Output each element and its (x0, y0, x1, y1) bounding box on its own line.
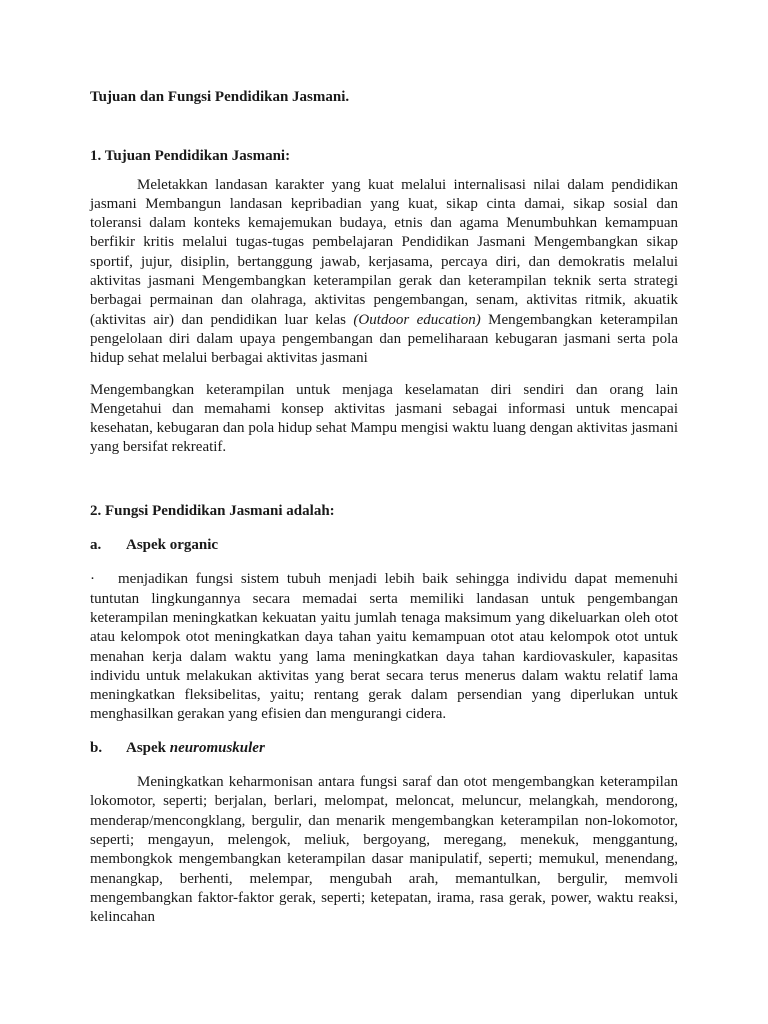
aspect-b-heading (90, 739, 678, 758)
aspect-b-letter: b. (90, 739, 103, 756)
outdoor-education-term: (Outdoor education) (353, 311, 481, 328)
paragraph-text-continued: Mengembangkan keterampilan pengelolaan diri dalam upaya pengembangan dan pemeliharaan kebugaran jasmani serta pola hidup sehat melalui berbagai aktivitas jasmani (90, 311, 678, 367)
aspect-a-label: Aspek organic (126, 537, 219, 554)
document-page (90, 88, 678, 927)
bullet-marker: · (90, 571, 95, 588)
aspect-a-letter: a. (90, 537, 102, 554)
aspect-a-text: menjadikan fungsi sistem tubuh menjadi lebih baik sehingga individu dapat memenuhi tuntutan lingkungannya secara memadai serta memiliki landasan untuk pengembangan keterampilan meningkatkan kekuatan yaitu jumlah tenaga maksimum yang dikeluarkan oleh otot atau kelompok otot meningkatkan daya tahan yaitu kemampuan otot atau kelompok otot untuk menahan kerja dalam waktu yang lama meningkatkan daya tahan kardiovaskuler, kapasitas individu untuk melakukan aktivitas yang berat secara terus menerus dalam waktu relatif lama meningkatkan fleksibelitas, yaitu; rentang gerak dalam persendian yang diperlukan untuk menghasilkan gerakan yang efisien dan mengurangi cidera. (90, 571, 678, 723)
paragraph-text: Meletakkan landasan karakter yang kuat melalui internalisasi nilai dalam pendidikan jasmani Membangun landasan kepribadian yang kuat, sikap cinta damai, sikap sosial dan toleransi dalam konteks kemajemukan budaya, etnis dan agama Menumbuhkan kemampuan berfikir kritis melalui tugas-tugas pembelajaran Pendidikan Jasmani Mengembangkan sikap sportif, jujur, disiplin, bertanggung jawab, kerjasama, percaya diri, dan demokratis melalui aktivitas jasmani Mengembangkan keterampilan gerak dan keterampilan teknik serta strategi berbagai permainan dan olahraga, aktivitas pengembangan, senam, aktivitas ritmik, akuatik (aktivitas air) dan pendidikan luar kelas (90, 176, 678, 328)
aspect-a-heading (90, 536, 678, 555)
document-title: Tujuan dan Fungsi Pendidikan Jasmani. (90, 89, 350, 105)
aspect-a-paragraph (90, 570, 678, 724)
section-1-paragraph-2: Mengembangkan keterampilan untuk menjaga keselamatan diri sendiri dan orang lain Mengetahui dan memahami konsep aktivitas jasmani sebagai informasi untuk mencapai kesehatan, kebugaran dan pola hidup sehat Mampu mengisi waktu luang dengan aktivitas jasmani yang bersifat rekreatif. (90, 381, 678, 456)
aspect-b-label-prefix: Aspek (126, 739, 170, 756)
section-1-heading: 1. Tujuan Pendidikan Jasmani: (90, 148, 291, 165)
aspect-b-label-italic: neuromuskuler (169, 739, 265, 756)
section-2-heading: 2. Fungsi Pendidikan Jasmani adalah: (90, 502, 335, 519)
aspect-b-paragraph: Meningkatkan keharmonisan antara fungsi saraf dan otot mengembangkan keterampilan lokomotor, seperti; berjalan, berlari, melompat, meloncat, meluncur, melangkah, mendorong, menderap/mencongklang, bergulir, dan menarik mengembangkan keterampilan non-lokomotor, seperti; mengayun, melengok, meliuk, bergoyang, meregang, menekuk, menggantung, membongkok mengembangkan keterampilan dasar manipulatif, seperti; memukul, menendang, menangkap, berhenti, melempar, mengubah arah, memantulkan, bergulir, memvoli mengembangkan faktor-faktor gerak, seperti; ketepatan, irama, rasa gerak, power, waktu reaksi, kelincahan (90, 774, 678, 926)
section-1-paragraph-1 (90, 176, 678, 369)
